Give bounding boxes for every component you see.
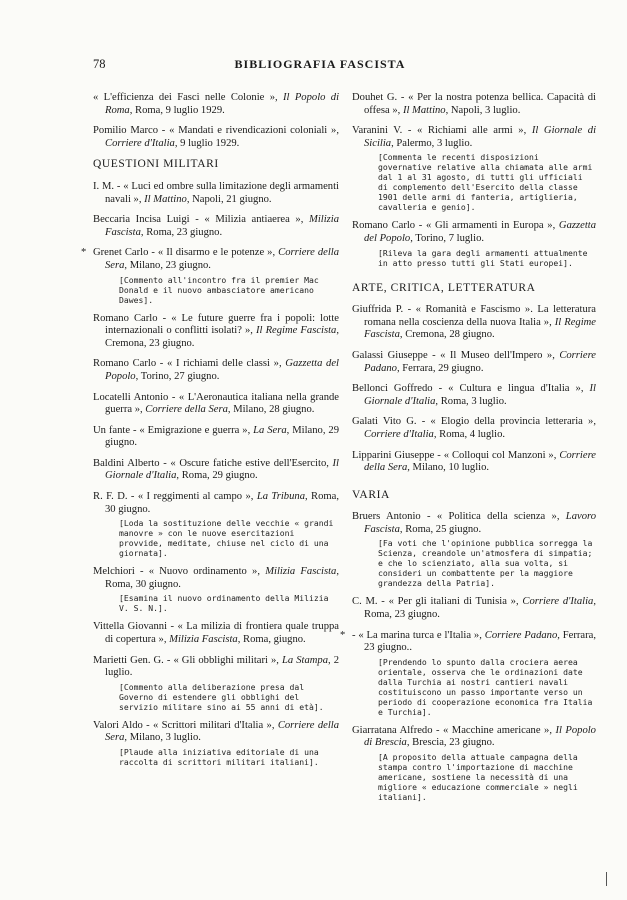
entry-title: « Mandati e rivendicazioni coloniali »: [169, 125, 337, 137]
entry-title: « I richiami delle classi »: [167, 358, 279, 370]
entry-publication: Milizia Fascista: [265, 566, 337, 578]
entry-author: I. M.: [93, 180, 115, 192]
entry-publication: La Tribuna: [256, 491, 305, 503]
entry-publication: Corriere della Sera: [364, 449, 596, 474]
entry-publication: Il Giornale d'Italia: [364, 383, 596, 407]
bibliography-entry: Baldini Alberto - « Oscure fatiche estive dell'Esercito, Il Giornale d'Italia, Roma, 29 giugno.: [93, 457, 340, 482]
bibliography-entry: Marietti Gen. G. - « Gli obblighi militari », La Stampa, 2 luglio. [Commento alla deliberazione presa dal Governo di estendere gli obblighi del servizio militare sino ai 55 anni di età].: [93, 654, 340, 712]
entry-info: , Roma, 23 giugno.: [140, 226, 223, 238]
entry-author: Locatelli Antonio: [93, 391, 169, 403]
entry-publication: Milizia Fascista: [105, 214, 340, 238]
entry-title: « Milizia antiaerea »: [204, 214, 301, 226]
entry-publication: Gazzetta del Popolo: [364, 220, 596, 244]
entry-publication: Corriere della Sera: [105, 719, 340, 744]
entry-author: Marietti Gen. G.: [93, 654, 164, 666]
entry-publication: Il Giornale d'Italia: [105, 457, 340, 482]
entry-title: « Colloqui col Manzoni »: [443, 449, 554, 461]
entry-author: Romano Carlo: [352, 220, 416, 232]
entry-author: Varanini V.: [352, 125, 403, 137]
entry-note: [Plaude alla iniziativa editoriale di una raccolta di scrittori militari italiani].: [119, 747, 319, 767]
entry-publication: Il Giornale di Sicilia: [364, 125, 597, 149]
entry-author: Giarratana Alfredo: [352, 724, 433, 736]
entry-info: , Roma, 4 luglio.: [433, 428, 506, 440]
entry-title: « L'efficienza dei Fasci nelle Colonie »: [93, 92, 276, 103]
bibliography-entry: « L'efficienza dei Fasci nelle Colonie », Il Popolo di Roma, Roma, 9 luglio 1929.: [93, 92, 340, 116]
entry-title: « Politica della scienza »: [436, 511, 557, 523]
bibliography-entry: Lipparini Giuseppe - « Colloqui col Manzoni », Corriere della Sera, Milano, 10 luglio.: [352, 449, 596, 474]
entry-info: , Palermo, 3 luglio.: [391, 137, 473, 149]
page-header: [93, 57, 547, 75]
bibliography-entry: Beccaria Incisa Luigi - « Milizia antiaerea », Milizia Fascista, Roma, 23 giugno.: [93, 214, 340, 238]
entry-author: Beccaria Incisa Luigi: [93, 214, 190, 226]
section-title-arte: ARTE, CRITICA, LETTERATURA: [352, 281, 536, 294]
entry-title: « Per gli italiani di Tunisia »: [388, 596, 516, 608]
entry-author: Bellonci Goffredo: [352, 383, 433, 395]
entry-title: « L'Aeronautica italiana nella grande guerra »: [105, 391, 340, 416]
asterisk-mark: *: [81, 247, 87, 259]
entry-title: « Cultura e lingua d'Italia »: [448, 383, 581, 395]
entry-publication: Il Popolo di Brescia: [364, 724, 596, 749]
entry-publication: La Stampa: [281, 654, 329, 666]
bibliography-entry: Varanini V. - « Richiami alle armi », Il Giornale di Sicilia, Palermo, 3 luglio. [Commenta le recenti disposizioni governative relative alla chiamata alle armi dal 1 al 31 agosto, di tutti gli ufficiali di complemento dell'Esercito della classe 1901 delle armi di fanteria, artiglieria, cavalleria e genio].: [352, 125, 597, 213]
entry-title: « Le future guerre fra i popoli: lotte internazionali o conflitti isolati? »: [105, 312, 340, 337]
entry-publication: Corriere Padano: [484, 629, 558, 641]
bibliography-entry: Bruers Antonio - « Politica della scienza », Lavoro Fascista, Roma, 25 giugno. [Fa voti che l'opinione pubblica sorregga la Scienza, creandole un'atmosfera di simpatia; e che lo scienziato, alla sua volta, si consideri un combattente per la maggiore grandezza della Patria].: [352, 511, 597, 589]
entry-info: , Napoli, 21 giugno.: [186, 193, 272, 205]
entry-info: , Napoli, 3 luglio.: [445, 104, 521, 116]
bibliography-entry: R. F. D. - « I reggimenti al campo », La Tribuna, Roma, 30 giugno. [Loda la sostituzione delle vecchie « grandi manovre » con le nuove esercitazioni provvide, meditate, chiuse nel ciclo di una giornata].: [93, 491, 340, 559]
entry-publication: Corriere della Sera: [105, 247, 340, 271]
entry-title: « Nuovo ordinamento »: [148, 566, 258, 578]
entry-info: , Roma, 30 giugno.: [105, 566, 339, 590]
entry-title: « Il disarmo e le potenze »: [157, 247, 273, 259]
entry-publication: La Sera: [253, 424, 287, 436]
right-column: [340, 92, 597, 810]
entry-note: [Esamina il nuovo ordinamento della Milizia V. S. N.].: [119, 593, 329, 614]
entry-title: « Scrittori militari d'Italia »: [153, 719, 272, 731]
varia-entries: [340, 511, 597, 803]
entry-title: « Richiami alle armi »: [417, 125, 524, 137]
bibliography-entry: Galassi Giuseppe - « Il Museo dell'Impero », Corriere Padano, Ferrara, 29 giugno.: [352, 349, 596, 374]
bibliography-entry: Valori Aldo - « Scrittori militari d'Italia », Corriere della Sera, Milano, 3 luglio. [Plaude alla iniziativa editoriale di una raccolta di scrittori militari italiani].: [93, 719, 340, 767]
section-title-varia: VARIA: [352, 488, 390, 501]
edge-mark: [606, 872, 607, 886]
entry-note: [Prendendo lo spunto dalla crociera aerea orientale, osserva che le ordinazioni date dalla Turchia ai nostri cantieri navali costituiscono un passo importante verso un periodo di cooperazione economica fra Italia e Turchia].: [378, 656, 593, 717]
entry-info: , Cremona, 28 giugno.: [399, 329, 495, 341]
entry-publication: Il Mattino: [402, 104, 446, 116]
entry-info: , Milano, 28 giugno.: [227, 404, 315, 416]
entry-title: « La marina turca e l'Italia »: [358, 629, 480, 641]
entry-title: « Romanità e Fascismo ». La letteratura romana nella coscienza della nuova Italia »: [364, 304, 597, 328]
entry-info: , Ferrara, 23 giugno..: [364, 629, 597, 654]
entry-publication: Il Regime Fascista: [364, 316, 596, 341]
entry-publication: Corriere d'Italia: [364, 428, 434, 440]
entry-title: « Emigrazione e guerra »: [139, 424, 248, 436]
entry-author: Galati Vito G.: [352, 416, 417, 428]
entry-publication: Milizia Fascista: [169, 634, 238, 646]
entry-info: , Milano, 23 giugno.: [124, 259, 211, 271]
bibliography-entry: Bellonci Goffredo - « Cultura e lingua d'Italia », Il Giornale d'Italia, Roma, 3 luglio.: [352, 383, 596, 407]
bibliography-entry: Douhet G. - « Per la nostra potenza bellica. Capacità di offesa », Il Mattino, Napoli, 3 luglio.: [352, 92, 596, 116]
bibliography-entry: Romano Carlo - « Gli armamenti in Europa », Gazzetta del Popolo, Torino, 7 luglio. [Rileva la gara degli armamenti attualmente in atto presso tutti gli Stati europei].: [352, 220, 596, 268]
section-title-questioni-militari: QUESTIONI MILITARI: [93, 158, 219, 171]
entry-title: « Luci ed ombre sulla limitazione degli armamenti navali »: [105, 180, 339, 205]
entry-info: , Torino, 7 luglio.: [410, 232, 485, 244]
entry-publication: Corriere della Sera: [145, 404, 228, 416]
right-top-entries: [352, 92, 596, 268]
entry-publication: Il Popolo di Roma: [105, 92, 340, 116]
page-number: 78: [93, 57, 106, 71]
bibliography-entry: Giarratana Alfredo - « Macchine americane », Il Popolo di Brescia, Brescia, 23 giugno. [A proposito della attuale campagna della stampa contro l'importazione di macchine americane, sostiene la necessità di una migliore « educazione commerciale » negli italiani].: [352, 724, 596, 803]
entry-author: Melchiori: [93, 566, 135, 578]
bibliography-entry: I. M. - « Luci ed ombre sulla limitazione degli armamenti navali », Il Mattino, Napoli, 21 giugno.: [93, 180, 339, 205]
entry-info: , Roma, 23 giugno.: [364, 596, 596, 621]
entry-author: Baldini Alberto: [93, 457, 160, 469]
entry-author: Giuffrida P.: [352, 304, 404, 316]
entry-info: , Roma, 3 luglio.: [435, 395, 507, 407]
entry-note: [Commento alla deliberazione presa dal Governo di estendere gli obblighi del servizio militare sino ai 55 anni di età].: [119, 681, 324, 712]
bibliography-entry: * Grenet Carlo - « Il disarmo e le potenze », Corriere della Sera, Milano, 23 giugno. [Commento all'incontro fra il premier Mac Donald e il nuovo ambasciatore americano Dawes].: [81, 247, 340, 305]
military-entries: [81, 180, 340, 767]
running-title: BIBLIOGRAFIA FASCISTA: [234, 57, 406, 71]
entry-title: « Gli armamenti in Europa »: [425, 220, 553, 232]
entry-publication: Il Regime Fascista: [256, 325, 337, 337]
entry-publication: Il Mattino: [144, 193, 187, 205]
entry-author: Romano Carlo: [93, 312, 158, 324]
bibliography-entry: Pomilio Marco - « Mandati e rivendicazioni coloniali », Corriere d'Italia, 9 luglio 1929.: [93, 125, 339, 149]
entry-note: [Fa voti che l'opinione pubblica sorregga la Scienza, creandole un'atmosfera di simpatia; e che lo scienziato, alla sua volta, si consideri un combattente per la maggiore grandezza della Patria].: [378, 538, 593, 589]
asterisk-mark: *: [340, 629, 346, 641]
entry-author: C. M.: [352, 596, 378, 608]
entry-author: Douhet G.: [352, 92, 398, 103]
entry-info: , Cremona, 23 giugno.: [105, 325, 339, 349]
entry-info: , Milano, 10 luglio.: [407, 462, 490, 474]
entry-info: , Roma, giugno.: [237, 634, 306, 646]
entry-publication: Gazzetta del Popolo: [105, 358, 339, 382]
bibliography-entry: Melchiori - « Nuovo ordinamento », Milizia Fascista, Roma, 30 giugno. [Esamina il nuovo ordinamento della Milizia V. S. N.].: [93, 566, 339, 614]
arte-entries: [352, 304, 596, 475]
entry-author: Grenet Carlo: [93, 247, 149, 259]
entry-info: , Milano, 29 giugno.: [105, 424, 339, 449]
entry-title: « Elogio della provincia letteraria »: [430, 416, 594, 428]
bibliography-entry: C. M. - « Per gli italiani di Tunisia », Corriere d'Italia, Roma, 23 giugno.: [352, 596, 596, 621]
entry-info: , Brescia, 23 giugno.: [406, 737, 495, 749]
bibliography-entry: Romano Carlo - « I richiami delle classi », Gazzetta del Popolo, Torino, 27 giugno.: [93, 358, 339, 382]
entry-info: , Ferrara, 29 giugno.: [396, 362, 484, 374]
entry-info: , Roma, 9 luglio 1929.: [129, 104, 225, 116]
bibliography-entry: Romano Carlo - « Le future guerre fra i popoli: lotte internazionali o conflitti isolati? », Il Regime Fascista, Cremona, 23 giugno.: [93, 312, 340, 349]
entry-author: Bruers Antonio: [352, 511, 421, 523]
entry-author: Romano Carlo: [93, 358, 157, 370]
entry-author: Lipparini Giuseppe: [352, 449, 435, 461]
bibliography-entry: Galati Vito G. - « Elogio della provincia letteraria », Corriere d'Italia, Roma, 4 luglio.: [352, 416, 596, 440]
entry-publication: Corriere d'Italia: [522, 596, 594, 608]
entry-publication: Lavoro Fascista: [364, 511, 597, 535]
entry-author: Vittella Giovanni: [93, 621, 168, 633]
entry-author: Un fante: [93, 424, 131, 436]
left-top-entries: [93, 92, 339, 150]
entry-note: [Rileva la gara degli armamenti attualmente in atto presso tutti gli Stati europei].: [378, 247, 588, 268]
entry-publication: Corriere d'Italia: [105, 137, 175, 149]
entry-note: [A proposito della attuale campagna della stampa contro l'importazione di macchine americane, sostiene la necessità di una migliore « educazione commerciale » negli italiani].: [378, 752, 578, 803]
entry-author: R. F. D.: [93, 491, 128, 503]
bibliography-entry: Giuffrida P. - « Romanità e Fascismo ». La letteratura romana nella coscienza della nuova Italia », Il Regime Fascista, Cremona, 28 giugno.: [352, 304, 597, 341]
entry-info: , Torino, 27 giugno.: [135, 370, 220, 382]
entry-title: « Il Museo dell'Impero »: [440, 349, 553, 361]
entry-info: , Roma, 30 giugno.: [105, 491, 340, 515]
entry-author: Valori Aldo: [93, 719, 143, 731]
entry-title: « Macchine americane »: [443, 724, 550, 736]
entry-author: Pomilio Marco: [93, 125, 158, 137]
entry-author: Galassi Giuseppe: [352, 349, 428, 361]
bibliography-entry: Vittella Giovanni - « La milizia di frontiera quale truppa di copertura », Milizia Fascista, Roma, giugno.: [93, 621, 339, 646]
bibliography-entry: * - « La marina turca e l'Italia », Corriere Padano, Ferrara, 23 giugno.. [Prendendo lo spunto dalla crociera aerea orientale, osserva che le ordinazioni date dalla Turchia ai nostri cantieri navali costituiscono un passo importante verso un periodo di cooperazione economica fra Italia e Turchia].: [340, 629, 597, 717]
entry-publication: Corriere Padano: [364, 349, 596, 374]
entry-note: [Commenta le recenti disposizioni governative relative alla chiamata alle armi dal 1 al 31 agosto, di tutti gli ufficiali di complemento dell'Esercito della classe 1901 delle armi di fanteria, artiglieria, cavalleria e genio].: [378, 152, 593, 213]
entry-title: « Oscure fatiche estive dell'Esercito: [170, 457, 327, 469]
entry-note: [Commento all'incontro fra il premier Mac Donald e il nuovo ambasciatore americano Dawes].: [119, 274, 319, 305]
entry-info: , Roma, 29 giugno.: [176, 470, 258, 482]
entry-info: , Roma, 25 giugno.: [399, 523, 482, 535]
bibliography-entry: Un fante - « Emigrazione e guerra », La Sera, Milano, 29 giugno.: [93, 424, 339, 449]
entry-info: , Milano, 3 luglio.: [124, 732, 201, 744]
entry-title: « La milizia di frontiera quale truppa di copertura »: [105, 621, 339, 646]
entry-title: « Gli obblighi militari »: [173, 654, 277, 666]
entry-title: « I reggimenti al campo »: [137, 491, 251, 503]
entry-note: [Loda la sostituzione delle vecchie « grandi manovre » con le nuove esercitazioni provvide, meditate, chiuse nel ciclo di una giornata].: [119, 518, 334, 559]
bibliography-entry: Locatelli Antonio - « L'Aeronautica italiana nella grande guerra », Corriere della Sera, Milano, 28 giugno.: [93, 391, 340, 416]
entry-title: « Per la nostra potenza bellica. Capacità di offesa »: [364, 92, 596, 116]
left-column: [81, 92, 340, 775]
entry-info: , 2 luglio.: [105, 654, 340, 679]
entry-info: , 9 luglio 1929.: [174, 137, 240, 149]
